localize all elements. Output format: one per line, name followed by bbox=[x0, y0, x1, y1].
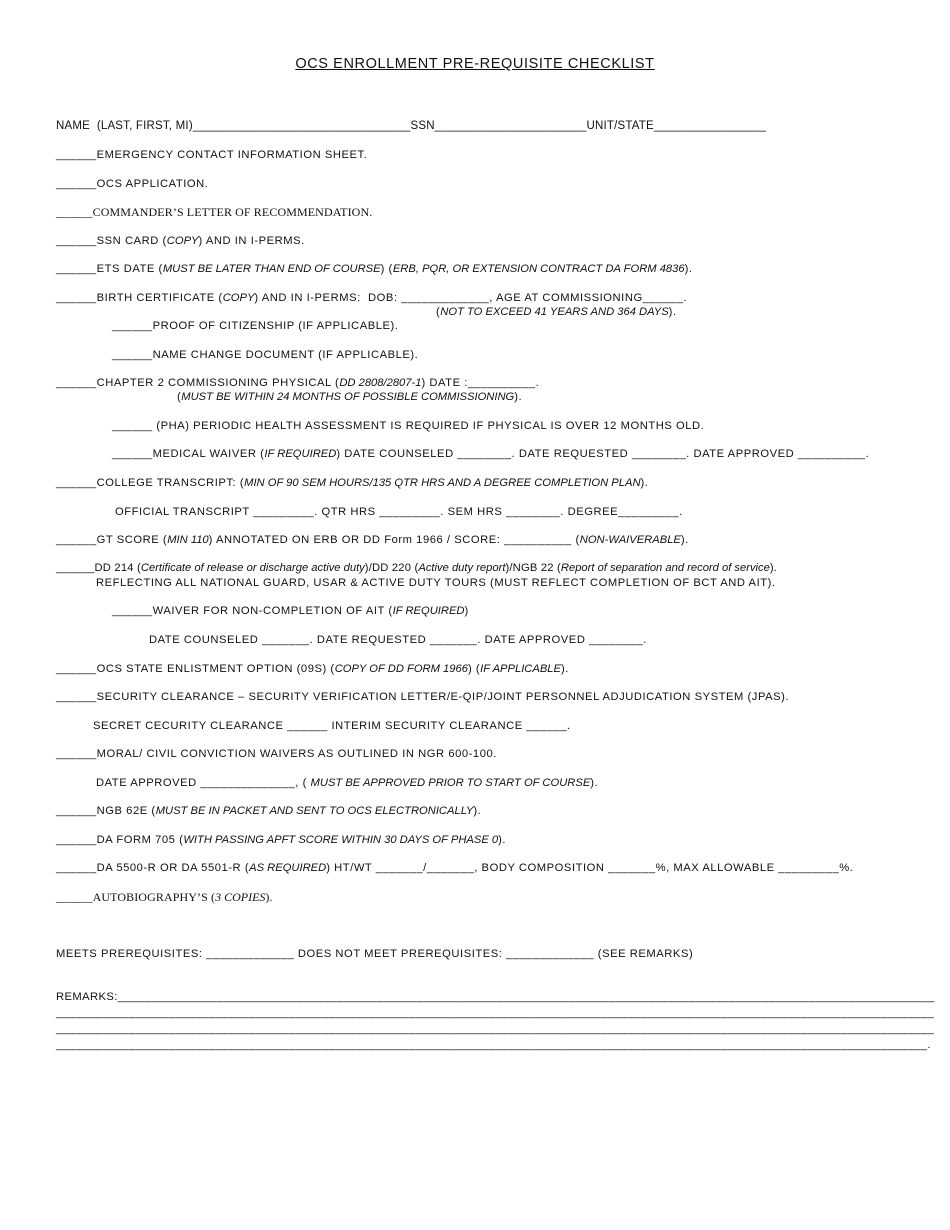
text: MUST BE WITHIN 24 MONTHS OF POSSIBLE COMMISSIONING bbox=[181, 391, 515, 403]
text: Active duty report bbox=[418, 562, 506, 574]
text: ). bbox=[640, 477, 649, 489]
text: ______NGB 62E ( bbox=[56, 805, 156, 817]
text: ). bbox=[590, 777, 599, 789]
text: MIN OF 90 SEM HOURS/135 QTR HRS AND A DEGREE COMPLETION PLAN bbox=[244, 477, 641, 489]
text: ( bbox=[177, 391, 182, 403]
item-da-form-705 bbox=[56, 833, 506, 847]
item-ets-date bbox=[56, 262, 693, 276]
text: MUST BE LATER THAN END OF COURSE bbox=[162, 263, 381, 275]
text: COPY bbox=[222, 292, 255, 304]
text: ______AUTOBIOGRAPHY’S ( bbox=[56, 890, 216, 904]
remarks-line: ___________________________________________________________________________________________________________________________________. bbox=[56, 1039, 931, 1051]
text: COPY bbox=[166, 235, 199, 247]
item-ocs-application: ______OCS APPLICATION. bbox=[56, 178, 209, 190]
item-da-5500 bbox=[56, 861, 853, 875]
text: ______WAIVER FOR NON-COMPLETION OF AIT ( bbox=[112, 605, 393, 617]
remarks-line: ____________________________________________________________________________________________________________________________________ bbox=[56, 1007, 935, 1019]
text: ) AND IN I-PERMS: DOB: _____________, AGE AT COMMISSIONING______. bbox=[254, 292, 688, 304]
item-commander-letter: ______COMMANDER’S LETTER OF RECOMMENDATION. bbox=[56, 205, 373, 219]
text: NOT TO EXCEED 41 YEARS AND 364 DAYS bbox=[440, 306, 669, 318]
text: ______CHAPTER 2 COMMISSIONING PHYSICAL ( bbox=[56, 377, 340, 389]
item-college-transcript bbox=[56, 476, 648, 490]
text: ) ( bbox=[380, 263, 393, 275]
text: ). bbox=[498, 834, 507, 846]
text: ) bbox=[464, 605, 469, 617]
text: MUST BE APPROVED PRIOR TO START OF COURSE bbox=[310, 777, 591, 789]
text: Report of separation and record of service bbox=[560, 562, 770, 574]
remarks-line: ____________________________________________________________________________________________________________________________________ bbox=[56, 1023, 935, 1035]
text: ERB, PQR, OR EXTENSION CONTRACT DA FORM 4836 bbox=[392, 263, 685, 275]
text: WITH PASSING APFT SCORE WITHIN 30 DAYS OF PHASE 0 bbox=[183, 834, 499, 846]
text: ) AND IN I-PERMS. bbox=[198, 235, 305, 247]
moral-waiver-date bbox=[96, 776, 598, 790]
text: DD 2808/2807-1 bbox=[339, 377, 422, 389]
text: ______BIRTH CERTIFICATE ( bbox=[56, 292, 223, 304]
text: DATE APPROVED ______________, ( bbox=[96, 777, 311, 789]
text: ______DA 5500-R OR DA 5501-R ( bbox=[56, 862, 250, 874]
remarks-line: REMARKS:___________________________________________________________________________________________________________________________ bbox=[56, 991, 935, 1003]
text: ) DATE COUNSELED ________. DATE REQUESTED ________. DATE APPROVED __________. bbox=[336, 448, 870, 460]
item-name-change: ______NAME CHANGE DOCUMENT (IF APPLICABLE). bbox=[112, 349, 419, 361]
item-pha: ______ (PHA) PERIODIC HEALTH ASSESSMENT IS REQUIRED IF PHYSICAL IS OVER 12 MONTHS OLD. bbox=[112, 420, 705, 432]
text: COPY OF DD FORM 1966 bbox=[334, 663, 468, 675]
birth-certificate-note bbox=[436, 305, 677, 319]
text: ). bbox=[514, 391, 523, 403]
ait-waiver-dates: DATE COUNSELED _______. DATE REQUESTED _______. DATE APPROVED ________. bbox=[149, 634, 647, 646]
official-transcript-line: OFFICIAL TRANSCRIPT _________. QTR HRS _________. SEM HRS ________. DEGREE_________. bbox=[115, 506, 683, 518]
text: ). bbox=[473, 805, 482, 817]
item-ait-waiver bbox=[112, 604, 469, 618]
prerequisites-status: MEETS PREREQUISITES: _____________ DOES NOT MEET PREREQUISITES: _____________ (SEE REMARKS) bbox=[56, 948, 694, 960]
item-proof-of-citizenship: ______PROOF OF CITIZENSHIP (IF APPLICABLE). bbox=[112, 320, 399, 332]
item-medical-waiver bbox=[112, 447, 869, 461]
text: ______ETS DATE ( bbox=[56, 263, 163, 275]
text: ______SSN CARD ( bbox=[56, 235, 167, 247]
text: ______DA FORM 705 ( bbox=[56, 834, 184, 846]
text: ). bbox=[668, 306, 677, 318]
item-state-enlistment-option bbox=[56, 662, 569, 676]
text: Certificate of release or discharge active duty bbox=[140, 562, 365, 574]
text: ______GT SCORE ( bbox=[56, 534, 168, 546]
text: )/DD 220 ( bbox=[364, 562, 419, 574]
text: ) HT/WT _______/_______, BODY COMPOSITION _______%, MAX ALLOWABLE _________%. bbox=[326, 862, 854, 874]
dd214-note: REFLECTING ALL NATIONAL GUARD, USAR & ACTIVE DUTY TOURS (MUST REFLECT COMPLETION OF BCT AND AIT). bbox=[96, 577, 776, 589]
text: AS REQUIRED bbox=[249, 862, 327, 874]
item-emergency-contact: ______EMERGENCY CONTACT INFORMATION SHEET. bbox=[56, 149, 368, 161]
item-ssn-card bbox=[56, 234, 305, 248]
page-title: OCS ENROLLMENT PRE-REQUISITE CHECKLIST bbox=[295, 56, 655, 72]
text: ) ANNOTATED ON ERB OR DD Form 1966 / SCORE: __________ ( bbox=[208, 534, 580, 546]
item-moral-waivers: ______MORAL/ CIVIL CONVICTION WAIVERS AS OUTLINED IN NGR 600-100. bbox=[56, 748, 497, 760]
text: MIN 110 bbox=[167, 534, 209, 546]
item-gt-score bbox=[56, 533, 689, 547]
applicant-info-line: NAME (LAST, FIRST, MI)_________________________________SSN_______________________UNIT/STATE_________________ bbox=[56, 120, 766, 132]
text: ______COLLEGE TRANSCRIPT: ( bbox=[56, 477, 245, 489]
text: ______DD 214 ( bbox=[56, 562, 141, 574]
text: ______MEDICAL WAIVER ( bbox=[112, 448, 265, 460]
text: ). bbox=[265, 890, 273, 904]
text: IF APPLICABLE bbox=[480, 663, 561, 675]
text: IF REQUIRED bbox=[264, 448, 337, 460]
text: 3 COPIES bbox=[215, 890, 266, 904]
text: ( bbox=[436, 306, 441, 318]
text: ). bbox=[684, 263, 693, 275]
text: ). bbox=[561, 663, 569, 675]
item-birth-certificate bbox=[56, 291, 687, 305]
text: ) DATE :__________. bbox=[421, 377, 540, 389]
text: ). bbox=[769, 562, 778, 574]
text: NON-WAIVERABLE bbox=[579, 534, 681, 546]
security-clearance-types: SECRET CECURITY CLEARANCE ______ INTERIM SECURITY CLEARANCE ______. bbox=[93, 720, 571, 732]
item-autobiography bbox=[56, 890, 273, 904]
text: ). bbox=[680, 534, 689, 546]
text: ______OCS STATE ENLISTMENT OPTION (09S) ( bbox=[56, 663, 335, 675]
physical-note bbox=[177, 390, 522, 404]
text: )/NGB 22 ( bbox=[505, 562, 561, 574]
text: MUST BE IN PACKET AND SENT TO OCS ELECTRONICALLY bbox=[155, 805, 474, 817]
text: ) ( bbox=[467, 663, 481, 675]
item-dd214 bbox=[56, 561, 777, 575]
item-commissioning-physical bbox=[56, 376, 539, 390]
text: IF REQUIRED bbox=[392, 605, 465, 617]
item-ngb-62e bbox=[56, 804, 481, 818]
item-security-clearance: ______SECURITY CLEARANCE – SECURITY VERIFICATION LETTER/E-QIP/JOINT PERSONNEL ADJUDICATION SYSTEM (JPAS). bbox=[56, 691, 790, 703]
